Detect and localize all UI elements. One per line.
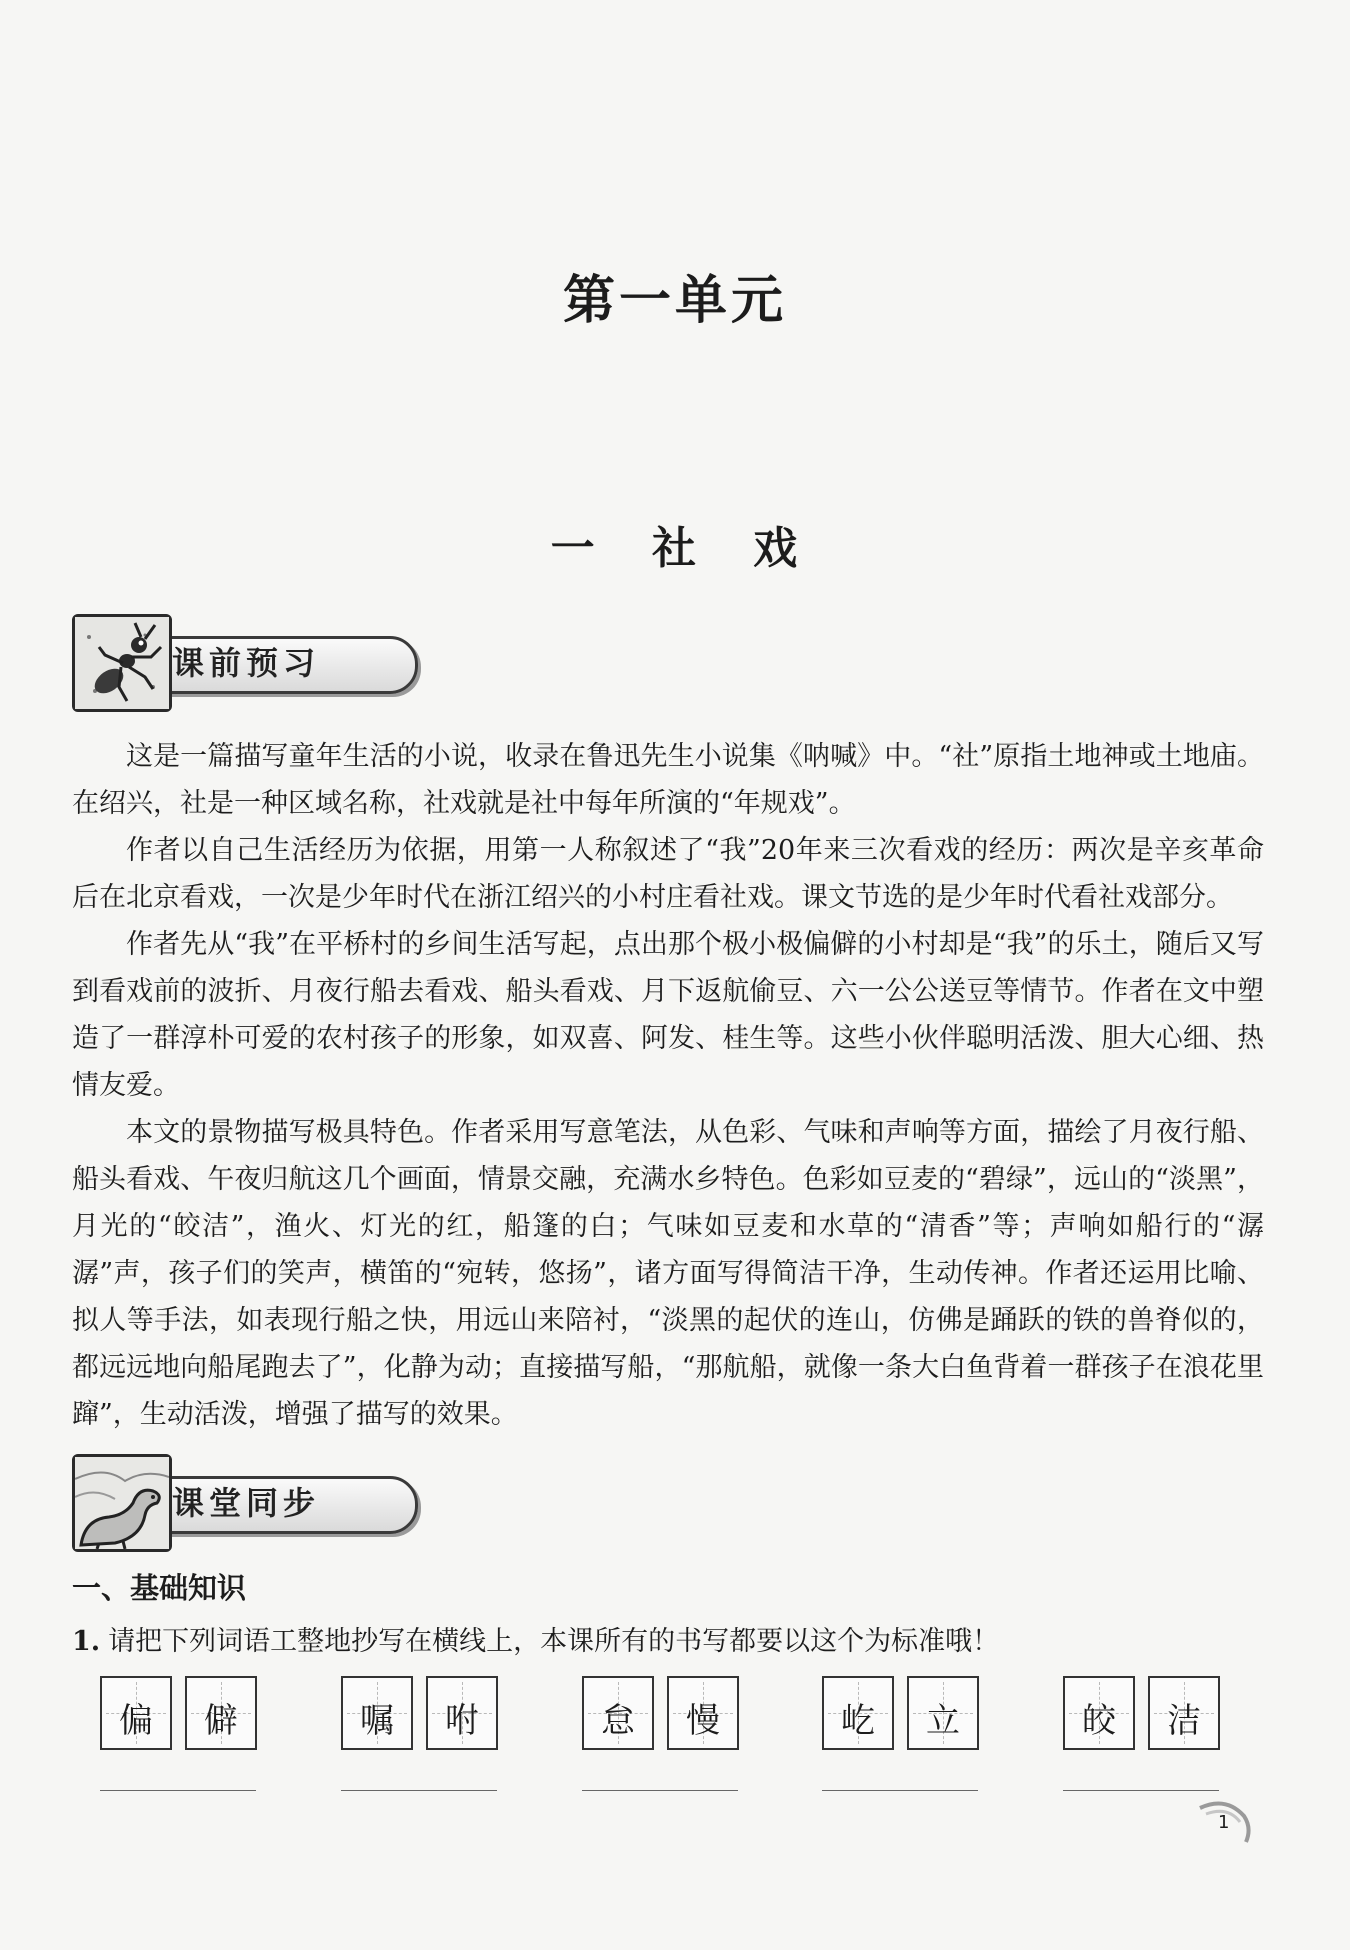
char-box xyxy=(907,1676,979,1750)
char: 嘱 xyxy=(360,1701,394,1741)
class-section-banner xyxy=(72,1454,372,1546)
char-box xyxy=(822,1676,894,1750)
question-1 xyxy=(72,1619,999,1658)
basic-knowledge-heading: 一、基础知识 xyxy=(72,1571,247,1605)
page-number: 1 xyxy=(1218,1812,1230,1833)
char: 皎 xyxy=(1082,1701,1116,1741)
lesson-title: 一 社 戏 xyxy=(550,523,800,574)
question-number: 1. xyxy=(72,1626,101,1657)
word-copy-group xyxy=(100,1676,260,1816)
preview-section-banner xyxy=(72,614,372,706)
paragraph: 这是一篇描写童年生活的小说，收录在鲁迅先生小说集《呐喊》中。“社”原指土地神或土地庙。在绍兴，社是一种区域名称，社戏就是社中每年所演的“年规戏”。 xyxy=(72,741,1264,819)
preview-text xyxy=(72,733,1264,1438)
paragraph: 本文的景物描写极具特色。作者采用写意笔法，从色彩、气味和声响等方面，描绘了月夜行船、船头看戏、午夜归航这几个画面，情景交融，充满水乡特色。色彩如豆麦的“碧绿”，远山的“淡黑”，月光的“皎洁”，渔火、灯光的红，船篷的白；气味如豆麦和水草的“清香”等；声响如船行的“潺潺”声，孩子们的笑声，横笛的“宛转，悠扬”，诸方面写得简洁干净，生动传神。作者还运用比喻、拟人等手法，如表现行船之快，用远山来陪衬，“淡黑的起伏的连山，仿佛是踊跃的铁的兽脊似的，都远远地向船尾跑去了”，化静为动；直接描写船，“那航船，就像一条大白鱼背着一群孩子在浪花里蹿”，生动活泼，增强了描写的效果。 xyxy=(72,1117,1264,1430)
char-box xyxy=(426,1676,498,1750)
char: 怠 xyxy=(601,1701,635,1741)
char-box xyxy=(185,1676,257,1750)
question-text: 请把下列词语工整地抄写在横线上，本课所有的书写都要以这个为标准哦！ xyxy=(108,1626,1000,1657)
paragraph: 作者先从“我”在平桥村的乡间生活写起，点出那个极小极偏僻的小村却是“我”的乐土，随后又写到看戏前的波折、月夜行船去看戏、船头看戏、月下返航偷豆、六一公公送豆等情节。作者在文中塑造了一群淳朴可爱的农村孩子的形象，如双喜、阿发、桂生等。这些小伙伴聪明活泼、胆大心细、热情友爱。 xyxy=(72,929,1264,1101)
word-copy-group xyxy=(582,1676,742,1816)
char: 偏 xyxy=(119,1701,153,1741)
char: 僻 xyxy=(204,1701,238,1741)
char-box xyxy=(100,1676,172,1750)
paragraph: 作者以自己生活经历为依据，用第一人称叙述了“我”20年来三次看戏的经历：两次是辛亥革命后在北京看戏，一次是少年时代在浙江绍兴的小村庄看社戏。课文节选的是少年时代看社戏部分。 xyxy=(72,835,1264,913)
char-box xyxy=(1063,1676,1135,1750)
writing-line[interactable] xyxy=(822,1790,978,1791)
ant-icon xyxy=(72,614,172,712)
char: 咐 xyxy=(445,1701,479,1741)
word-copy-group xyxy=(822,1676,982,1816)
word-copy-group xyxy=(1063,1676,1223,1816)
preview-section-label: 课前预习 xyxy=(172,644,321,682)
char-box xyxy=(582,1676,654,1750)
char: 屹 xyxy=(841,1701,875,1741)
unit-title: 第一单元 xyxy=(562,271,787,331)
char: 立 xyxy=(926,1701,960,1741)
writing-line[interactable] xyxy=(1063,1790,1219,1791)
char: 慢 xyxy=(686,1701,720,1741)
word-copy-group xyxy=(341,1676,501,1816)
char-box xyxy=(1148,1676,1220,1750)
writing-line[interactable] xyxy=(100,1790,256,1791)
class-section-label: 课堂同步 xyxy=(172,1484,321,1522)
char: 洁 xyxy=(1167,1701,1201,1741)
char-box xyxy=(667,1676,739,1750)
char-box xyxy=(341,1676,413,1750)
dinosaur-icon xyxy=(72,1454,172,1552)
writing-line[interactable] xyxy=(582,1790,738,1791)
writing-line[interactable] xyxy=(341,1790,497,1791)
